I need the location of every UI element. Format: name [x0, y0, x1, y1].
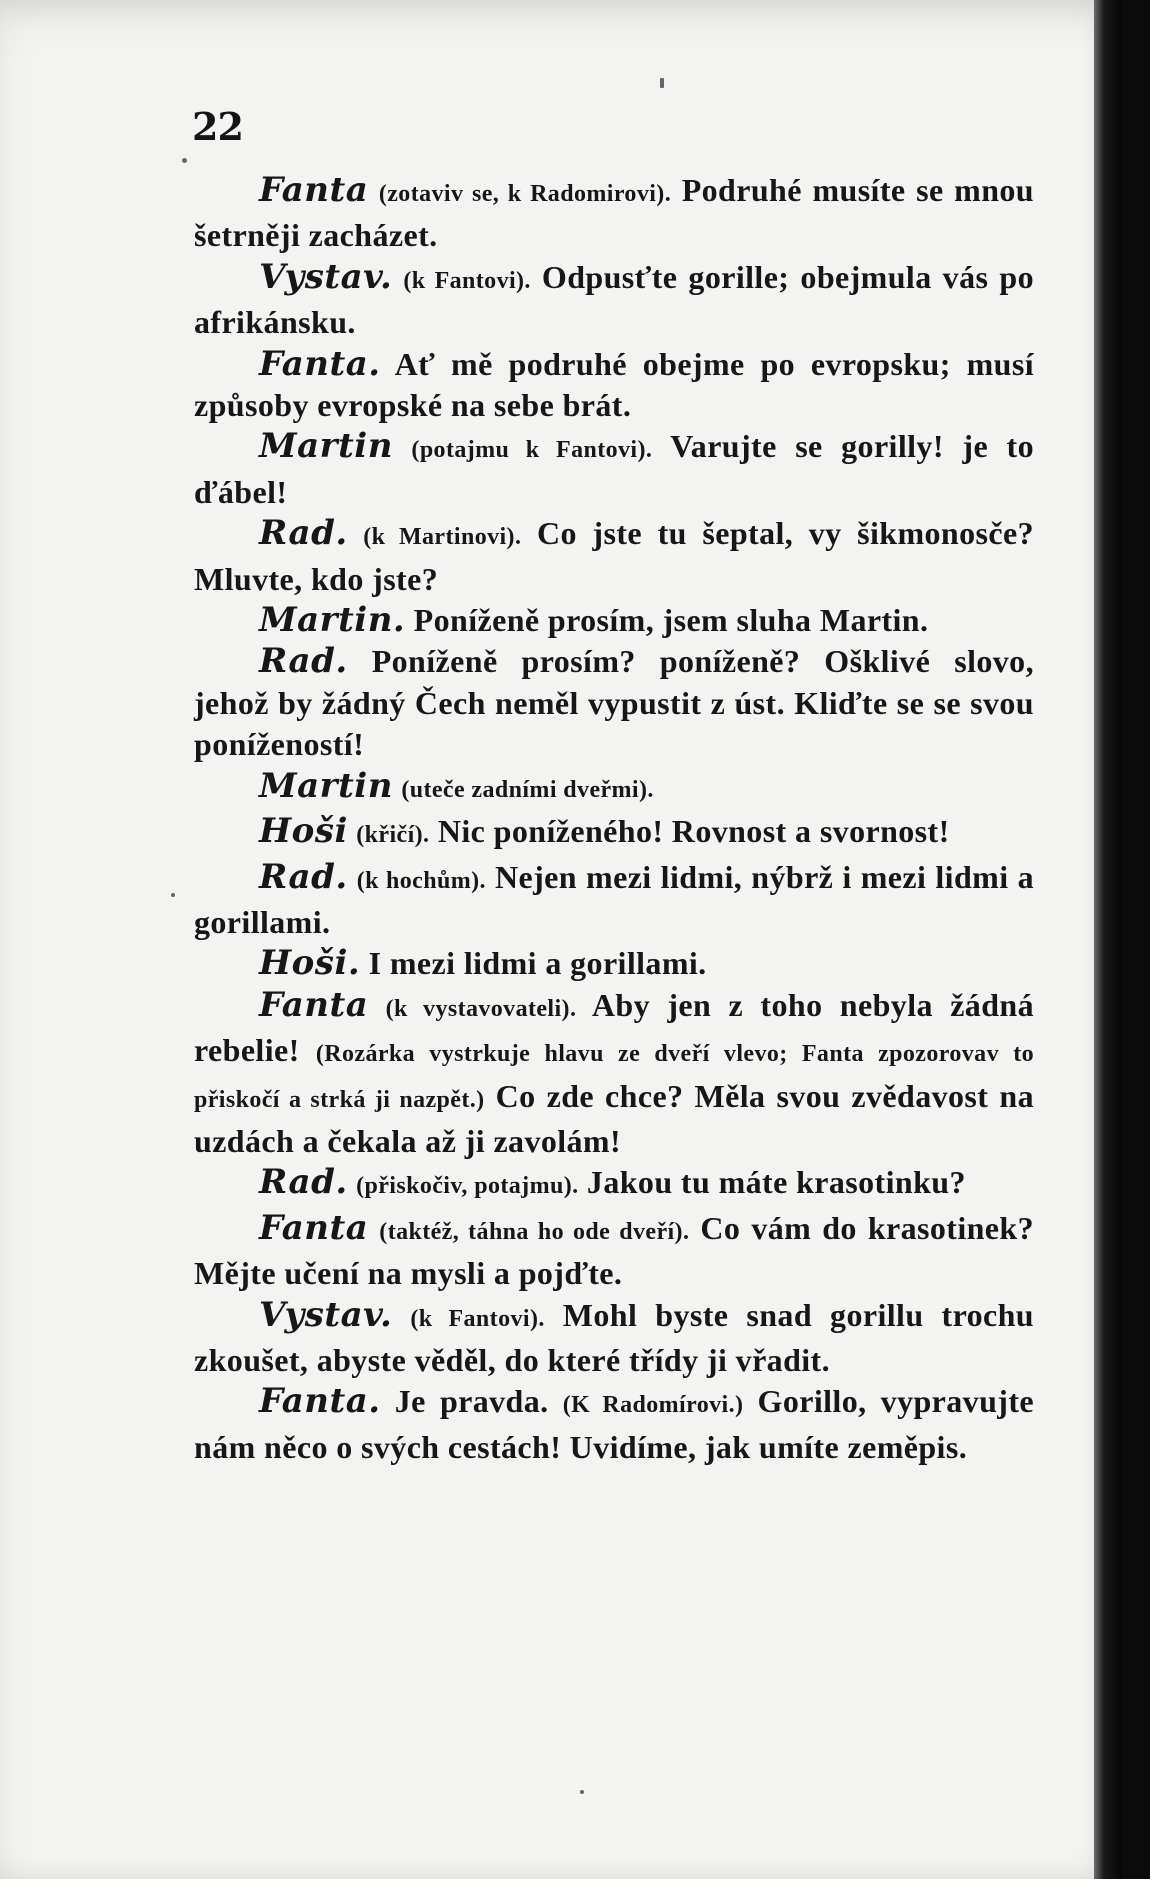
speaker-name: Fanta	[259, 1207, 369, 1248]
dialogue-text: Jakou tu máte krasotinku?	[586, 1164, 966, 1201]
dialogue-line	[194, 641, 1034, 765]
dialogue-line	[194, 1381, 1034, 1468]
stage-direction: (přiskočiv, potajmu).	[356, 1173, 579, 1200]
dialogue-line	[194, 426, 1034, 513]
stage-direction: (k Martinovi).	[363, 524, 522, 551]
dialogue-line	[194, 857, 1034, 944]
dialogue-text: Co jste tu šeptal, vy šikmonosče? Mluvte, kdo jste?	[194, 515, 1034, 597]
dialogue-line	[194, 600, 1034, 641]
play-text	[194, 170, 1034, 1468]
stage-direction: (k vystavovateli).	[385, 995, 577, 1022]
speck	[182, 158, 187, 163]
dialogue-line	[194, 1162, 1034, 1207]
dialogue-line	[194, 1295, 1034, 1382]
speaker-name: Rad.	[259, 513, 348, 554]
dialogue-line	[194, 257, 1034, 344]
speaker-name: Martin	[259, 765, 393, 806]
dialogue-text: Varujte se gorilly! je to ďábel!	[194, 428, 1034, 510]
stage-direction: (k Fantovi).	[410, 1305, 545, 1332]
page-number: 22	[192, 104, 243, 149]
speaker-name: Vystav.	[259, 256, 393, 297]
dialogue-text: Co zde chce? Měla svou zvědavost na uzdách a čekala až ji zavolám!	[194, 1077, 1034, 1159]
stage-direction: (potajmu k Fantovi).	[411, 437, 653, 464]
stage-direction: (taktéž, táhna ho ode dveří).	[379, 1218, 690, 1245]
speaker-name: Vystav.	[259, 1294, 393, 1335]
dialogue-line	[194, 811, 1034, 856]
speaker-name: Fanta	[259, 984, 369, 1025]
speaker-name: Rad.	[259, 1162, 348, 1203]
stage-direction: (Rozárka vystrkuje hlavu ze dveří vlevo; Fanta zpozorovav to přiskočí a strká ji nazpět.)	[194, 1041, 1034, 1113]
speaker-name: Hoši	[259, 811, 348, 852]
page-edge-shadow	[1094, 0, 1122, 1879]
dialogue-text: Podruhé musíte se mnou šetrněji zacházet.	[194, 172, 1034, 254]
speaker-name: Hoši.	[259, 943, 361, 984]
speaker-name: Rad.	[259, 856, 348, 897]
dialogue-text: Gorillo, vypravujte nám něco o svých cestách! Uvidíme, jak umíte zeměpis.	[194, 1383, 1034, 1465]
speaker-name: Fanta.	[259, 1381, 381, 1422]
dialogue-text: I mezi lidmi a gorillami.	[368, 945, 707, 982]
dialogue-line	[194, 513, 1034, 600]
stage-direction: (k Fantovi).	[403, 267, 531, 294]
dialogue-line	[194, 985, 1034, 1163]
dialogue-text: Je pravda.	[394, 1383, 549, 1420]
dialogue-text: Co vám do krasotinek? Mějte učení na mysli a pojďte.	[194, 1209, 1035, 1292]
dialogue-text: Aby jen z toho nebyla žádná rebelie!	[194, 986, 1034, 1069]
stage-direction: (křičí).	[356, 822, 430, 849]
dialogue-text: Nic poníženého! Rovnost a svornost!	[437, 813, 950, 850]
dialogue-line	[194, 1208, 1034, 1295]
speaker-name: Rad.	[259, 641, 348, 682]
dialogue-line	[194, 170, 1034, 257]
stage-direction: (zotaviv se, k Radomirovi).	[378, 181, 672, 207]
speck	[660, 78, 664, 88]
stage-direction: (uteče zadními dveřmi).	[401, 776, 654, 803]
speaker-name: Fanta	[259, 170, 369, 210]
stage-direction: (k hochům).	[356, 867, 486, 894]
speck	[580, 1790, 584, 1794]
dialogue-line	[194, 344, 1034, 427]
speck	[171, 893, 175, 897]
speaker-name: Martin	[259, 426, 393, 467]
dialogue-text: Mohl byste snad gorillu trochu zkoušet, abyste věděl, do které třídy ji vřadit.	[194, 1296, 1034, 1378]
dialogue-text: Poníženě prosím, jsem sluha Martin.	[413, 602, 929, 639]
dialogue-text: Nejen mezi lidmi, nýbrž i mezi lidmi a gorillami.	[194, 858, 1035, 940]
dialogue-line	[194, 943, 1034, 984]
dialogue-text: Ať mě podruhé obejme po evropsku; musí způsoby evropské na sebe brát.	[194, 345, 1034, 424]
speaker-name: Martin.	[259, 600, 406, 641]
dialogue-text: Odpusťte gorille; obejmula vás po afrikánsku.	[194, 258, 1034, 341]
dialogue-text: Poníženě prosím? poníženě? Ošklivé slovo, jehož by žádný Čech neměl vypustit z úst. Kliďte se se svou ponížeností!	[194, 643, 1034, 763]
speaker-name: Fanta.	[259, 343, 381, 384]
dialogue-line	[194, 766, 1034, 811]
stage-direction: (K Radomírovi.)	[562, 1392, 744, 1419]
